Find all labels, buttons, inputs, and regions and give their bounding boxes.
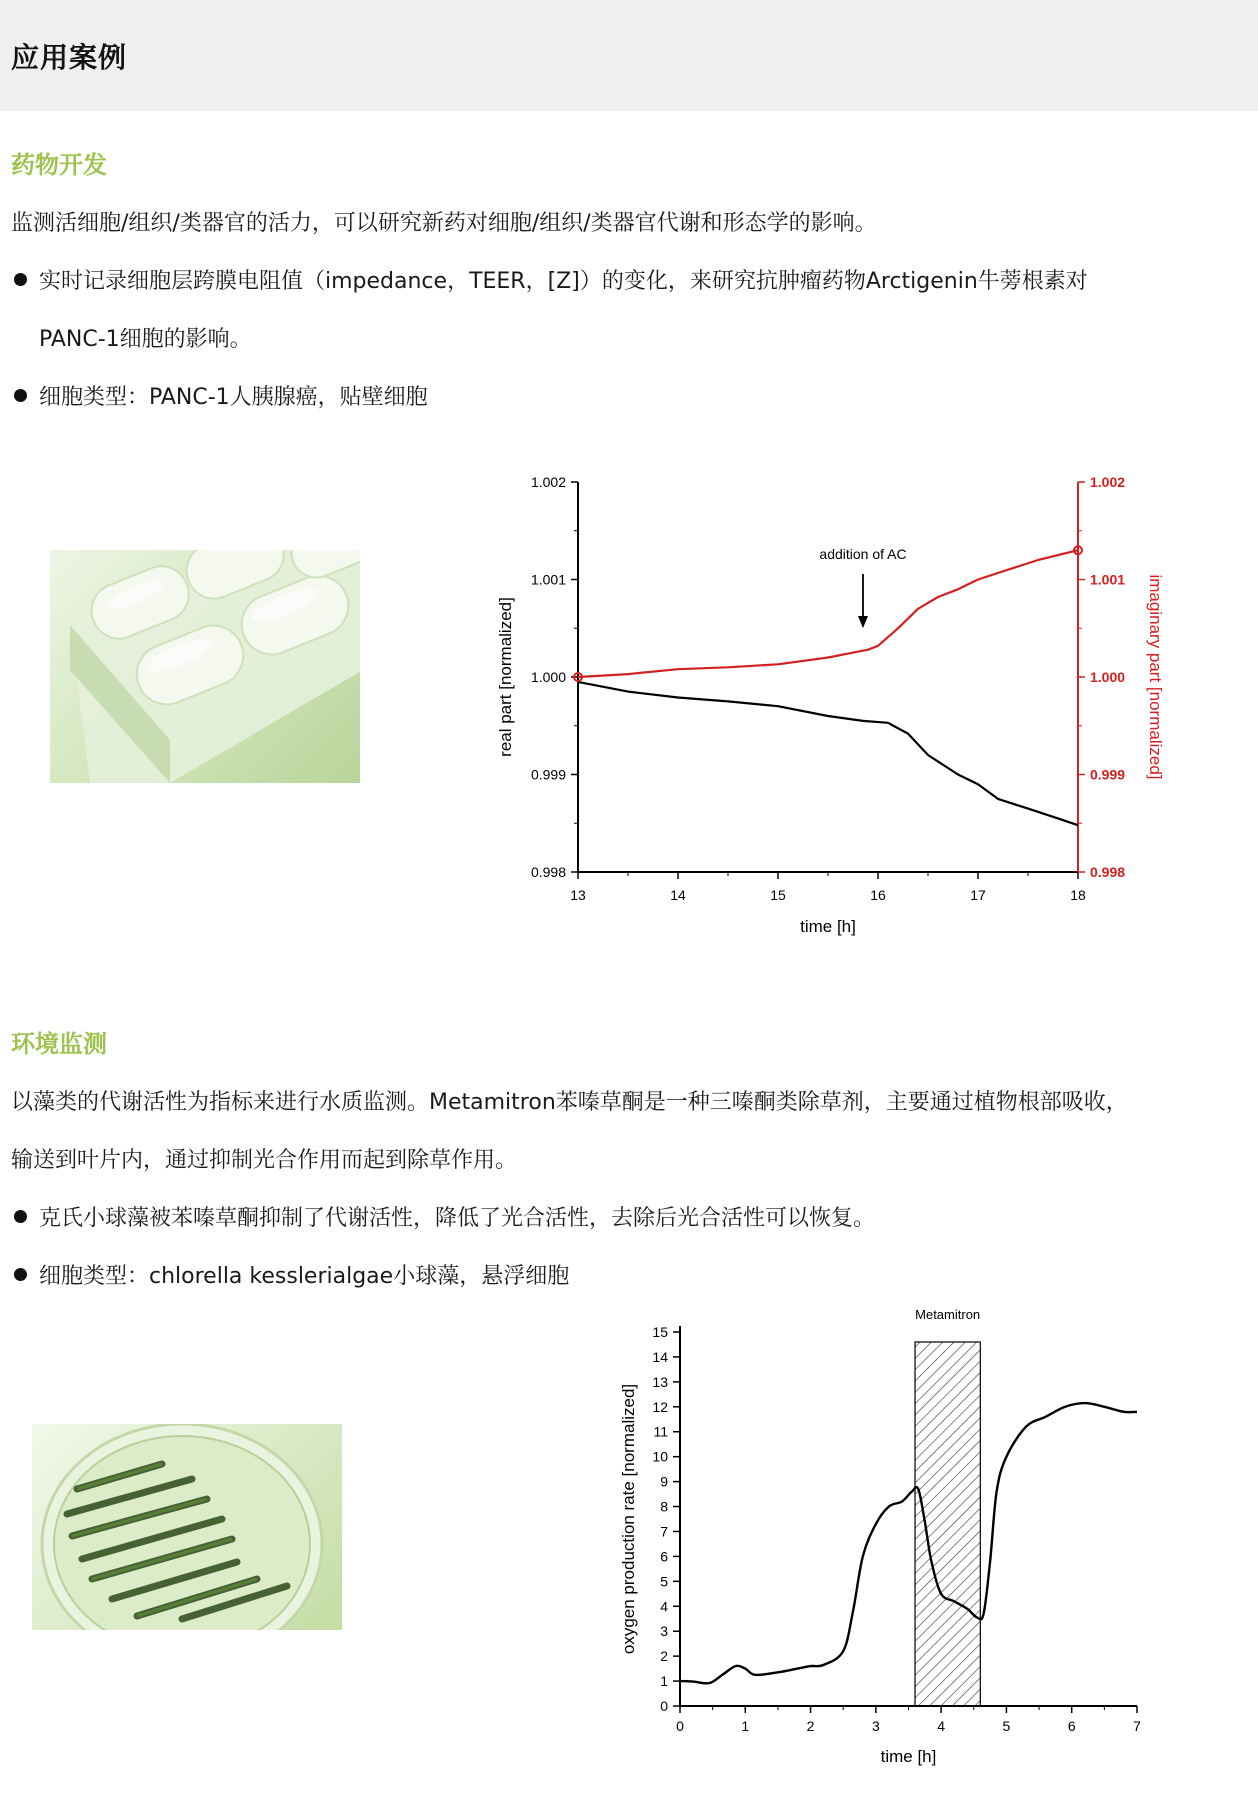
y-tick-label: 1 bbox=[660, 1673, 668, 1690]
bullet-icon bbox=[14, 1210, 27, 1223]
x-tick-label: 4 bbox=[937, 1718, 946, 1734]
annotation-label: addition of AC bbox=[819, 546, 907, 562]
y-tick-label: 5 bbox=[660, 1573, 668, 1590]
bullet-icon bbox=[14, 389, 27, 402]
y2-tick-label: 1.000 bbox=[1090, 669, 1126, 685]
section-title-env: 环境监测 bbox=[11, 1030, 107, 1058]
y2-tick-label: 1.002 bbox=[1090, 474, 1126, 490]
y-tick-label: 14 bbox=[652, 1348, 668, 1365]
y-tick-label: 3 bbox=[660, 1623, 668, 1640]
y-tick-label: 10 bbox=[652, 1448, 668, 1465]
section-title-drug: 药物开发 bbox=[11, 151, 107, 179]
algae-image bbox=[32, 1424, 342, 1630]
y-tick-label: 11 bbox=[653, 1423, 668, 1440]
drug-bullet-1-cont: PANC-1细胞的影响。 bbox=[39, 327, 252, 352]
y2-tick-label: 0.998 bbox=[1090, 864, 1126, 880]
env-intro-line2: 输送到叶片内，通过抑制光合作用而起到除草作用。 bbox=[11, 1148, 518, 1173]
y2-axis-label: imaginary part [normalized] bbox=[1146, 574, 1165, 780]
series-imaginary-line bbox=[578, 550, 1078, 677]
y-tick-label: 9 bbox=[660, 1473, 668, 1490]
x-tick-label: 1 bbox=[741, 1718, 750, 1734]
y-tick-label: 8 bbox=[660, 1498, 668, 1515]
x-tick-label: 5 bbox=[1002, 1718, 1011, 1734]
x-tick-label: 0 bbox=[676, 1718, 684, 1734]
y-tick-label: 0.998 bbox=[530, 864, 566, 880]
y-tick-label: 4 bbox=[660, 1598, 668, 1615]
env-intro-line1: 以藻类的代谢活性为指标来进行水质监测。Metamitron苯嗪草酮是一种三嗪酮类除草剂，主要通过植物根部吸收， bbox=[11, 1090, 1128, 1115]
x-tick-label: 2 bbox=[806, 1718, 815, 1734]
y-tick-label: 1.001 bbox=[530, 571, 566, 588]
x-tick-label: 18 bbox=[1070, 887, 1086, 903]
y-tick-label: 6 bbox=[660, 1548, 668, 1565]
env-bullet-2-text: 细胞类型：chlorella kesslerialgae小球藻，悬浮细胞 bbox=[39, 1264, 570, 1289]
drug-bullet-2-text: 细胞类型：PANC-1人胰腺癌，贴壁细胞 bbox=[39, 385, 428, 410]
impedance-chart bbox=[480, 460, 1180, 960]
pills-image bbox=[50, 550, 360, 783]
header-bar bbox=[0, 0, 1258, 111]
x-tick-label: 3 bbox=[871, 1718, 880, 1734]
bullet-icon bbox=[14, 273, 27, 286]
x-tick-label: 14 bbox=[670, 887, 686, 903]
y-tick-label: 15 bbox=[652, 1324, 668, 1340]
page-title: 应用案例 bbox=[11, 41, 128, 74]
x-tick-label: 15 bbox=[770, 887, 786, 903]
y2-tick-label: 1.001 bbox=[1090, 571, 1126, 588]
y-axis-label: real part [normalized] bbox=[496, 597, 515, 757]
x-tick-label: 13 bbox=[570, 887, 586, 903]
y-tick-label: 0 bbox=[660, 1698, 668, 1714]
y2-tick-label: 0.999 bbox=[1090, 766, 1126, 783]
y-tick-label: 2 bbox=[660, 1648, 668, 1665]
drug-bullet-1-text: 实时记录细胞层跨膜电阻值（impedance，TEER，[Z]）的变化，来研究抗肿瘤药物Arctigenin牛蒡根素对 bbox=[39, 269, 1088, 294]
oxygen-series-line bbox=[680, 1403, 1137, 1683]
y-tick-label: 7 bbox=[660, 1523, 668, 1540]
y-tick-label: 12 bbox=[652, 1398, 668, 1415]
drug-intro: 监测活细胞/组织/类器官的活力，可以研究新药对细胞/组织/类器官代谢和形态学的影响。 bbox=[11, 211, 877, 236]
x-axis-label: time [h] bbox=[800, 917, 856, 936]
metamitron-label: Metamitron bbox=[915, 1307, 981, 1322]
y-axis-label: oxygen production rate [normalized] bbox=[619, 1383, 638, 1655]
y-tick-label: 1.002 bbox=[530, 474, 566, 490]
oxygen-chart bbox=[605, 1306, 1165, 1781]
bullet-icon bbox=[14, 1268, 27, 1281]
y-tick-label: 1.000 bbox=[530, 669, 566, 685]
annotation-arrow-head bbox=[858, 616, 868, 628]
x-tick-label: 17 bbox=[970, 887, 986, 903]
x-tick-label: 16 bbox=[870, 887, 886, 903]
y-tick-label: 0.999 bbox=[530, 766, 566, 783]
series-real-line bbox=[578, 682, 1078, 825]
x-tick-label: 7 bbox=[1133, 1718, 1141, 1734]
y-tick-label: 13 bbox=[652, 1373, 668, 1390]
x-tick-label: 6 bbox=[1067, 1718, 1076, 1734]
x-axis-label: time [h] bbox=[880, 1747, 937, 1766]
env-bullet-1-text: 克氏小球藻被苯嗪草酮抑制了代谢活性，降低了光合活性，去除后光合活性可以恢复。 bbox=[39, 1206, 876, 1231]
